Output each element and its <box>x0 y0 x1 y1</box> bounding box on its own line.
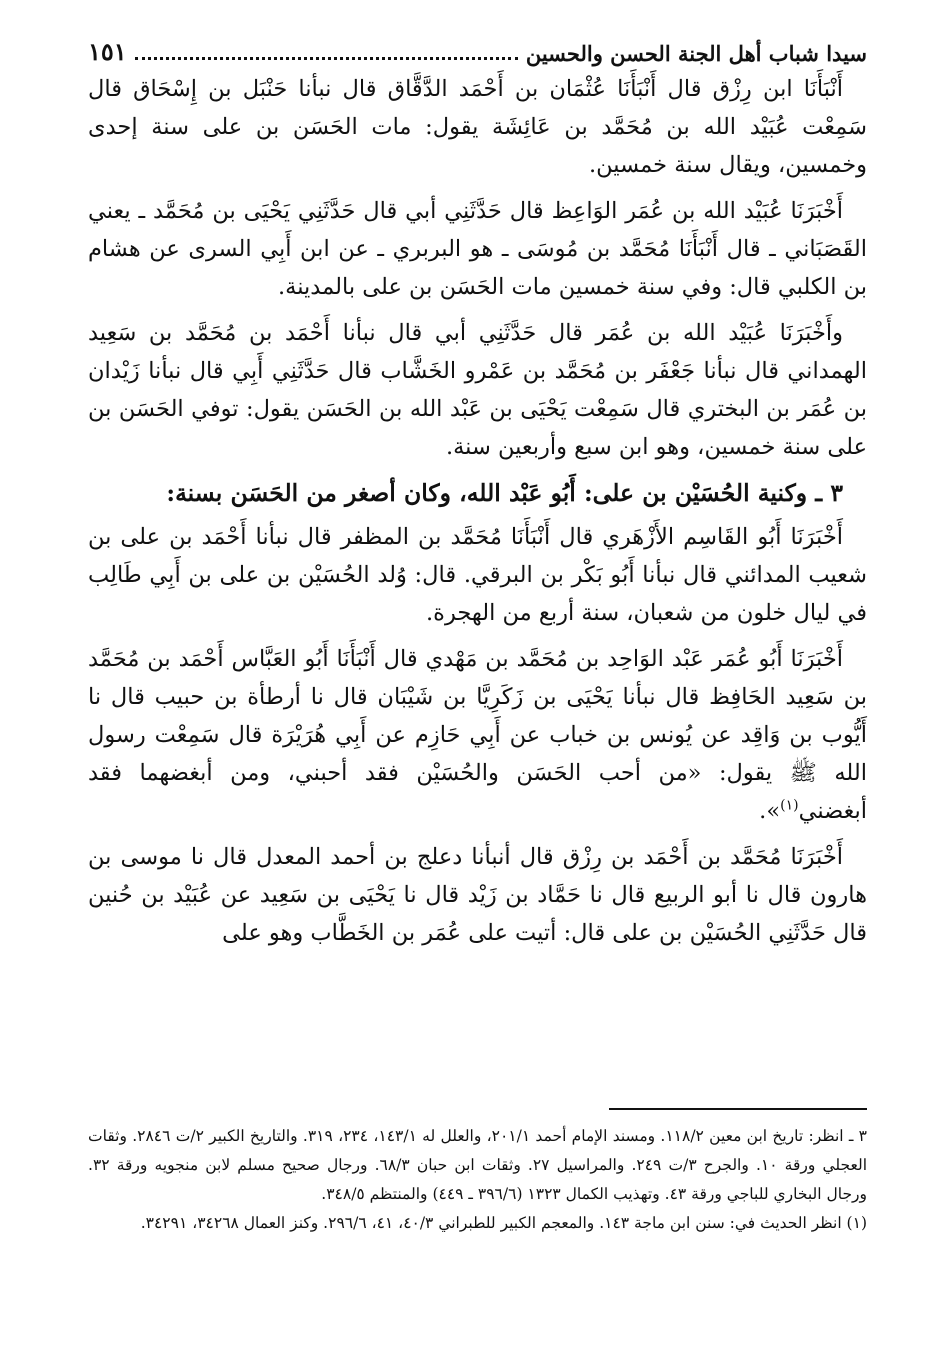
running-title: سيدا شباب أهل الجنة الحسن والحسين <box>525 41 867 66</box>
paragraph-5 <box>88 640 867 830</box>
page-header <box>88 30 867 66</box>
paragraph-3: وأَخْبَرَنَا عُبَيْد الله بن عُمَر قال حَدَّثَنِي أبي قال نبأنا أَحْمَد بن مُحَمَّد بن سَعِيد الهمداني قال نبأنا جَعْفَر بن مُحَمَّد بن عَمْرو الخَشَّاب قال حَدَّثَنِي أَبِي قال نبأنا زَيْدان بن عُمَر بن البختري قال سَمِعْت يَحْيَى بن عَبْد الله بن الحَسَن يقول: توفي الحَسَن بن على سنة خمسين، وهو ابن سبع وأربعين سنة. <box>88 320 867 460</box>
footnote-1: (١) انظر الحديث في: سنن ابن ماجة ١٤٣. والمعجم الكبير للطبراني ٤٠/٣، ٤١، ٢٩٦/٦. وكنز العمال ٣٤٢٦٨، ٣٤٢٩١. <box>140 1214 867 1232</box>
footnote-3: ٣ ـ انظر: تاريخ ابن معين ١١٨/٢. ومسند الإمام أحمد ٢٠١/١، والعلل له ١٤٣/١، ٢٣٤، ٣١٩. والتاريخ الكبير ٢/ت ٢٨٤٦. وثقات العجلي ورقة ١٠. والجرح ٣/ت ٢٤٩. والمراسيل ٢٧. وثقات ابن حبان ٦٨/٣. ورجال صحيح مسلم لابن منجويه ورقة ٣٢. ورجال البخاري للباجي ورقة ٤٣. وتهذيب الكمال ١٣٢٣ (٣٩٦/٦ ـ ٤٤٩) والمنتظم ٣٤٨/٥. <box>88 1127 868 1203</box>
header-dot-leader <box>135 37 518 60</box>
quote-close: ». <box>759 798 781 824</box>
footnote-separator <box>609 1108 867 1110</box>
page-number: ١٥١ <box>88 37 127 66</box>
paragraph-5-text: أَخْبَرَنَا أَبُو عُمَر عَبْد الوَاحِد بن مُحَمَّد بن مَهْدي قال أَنْبَأَنَا أَبُو العَبَّاس أَحْمَد بن مُحَمَّد بن سَعِيد الحَافِظ قال نبأنا يَحْيَى بن زَكَرِيَّا بن شَيْبَان قال نا أرطأة بن حبيب قال نا أَيُّوب بن وَاقِد عن يُونس بن خباب عن أَبِي حَازِم عن أَبِي هُرَيْرَة قال سَمِعْت رسول الله ﷺ يقول: «من أحب الحَسَن والحُسَيْن فقد أحبني، ومن أبغضهما فقد أبغضني <box>88 646 867 824</box>
section-heading: ٣ ـ وكنية الحُسَيْن بن على: أَبُو عَبْد الله، وكان أصغر من الحَسَن بسنة: <box>166 479 843 507</box>
footnotes <box>88 1122 867 1238</box>
paragraph-1: أَنْبَأَنَا ابن رِزْق قال أَنْبَأَنَا عُثْمَان بن أَحْمَد الدَّقَّاق قال نبأنا حَنْبَل بن إِسْحَاق قال سَمِعْت عُبَيْد الله بن مُحَمَّد بن عَائِشَة يقول: مات الحَسَن بن على سنة إحدى وخمسين، ويقال سنة خمسين. <box>88 76 867 178</box>
paragraph-6: أَخْبَرَنَا مُحَمَّد بن أَحْمَد بن رِزْق قال أنبأنا دعلج بن أحمد المعدل قال نا موسى بن هارون قال نا أبو الربيع قال نا حَمَّاد بن زَيْد قال نا يَحْيَى بن سَعِيد عن عُبَيْد بن حُنين قال حَدَّثَنِي الحُسَيْن بن على قال: أتيت على عُمَر بن الخَطَّاب وهو على <box>88 844 867 946</box>
paragraph-4: أَخْبَرَنَا أَبُو القَاسِم الأَزْهَري قال أَنْبَأَنَا مُحَمَّد بن المظفر قال نبأنا أَحْمَد بن على بن شعيب المدائني قال نبأنا أَبُو بَكْر بن البرقي. قال: وُلد الحُسَيْن بن على بن أَبِي طَالِب في ليال خلون من شعبان، سنة أربع من الهجرة. <box>88 524 867 626</box>
paragraph-2: أَخْبَرَنَا عُبَيْد الله بن عُمَر الوَاعِظ قال حَدَّثَنِي أبي قال حَدَّثَنِي يَحْيَى بن مُحَمَّد ـ يعني القَصَبَاني ـ قال أَنْبَأَنَا مُحَمَّد بن مُوسَى ـ هو البربري ـ عن ابن أَبِي السرى عن هشام بن الكلبي قال: وفي سنة خمسين مات الحَسَن بن على بالمدينة. <box>88 198 867 300</box>
main-text <box>88 70 867 958</box>
footnote-marker: (١) <box>780 797 799 814</box>
